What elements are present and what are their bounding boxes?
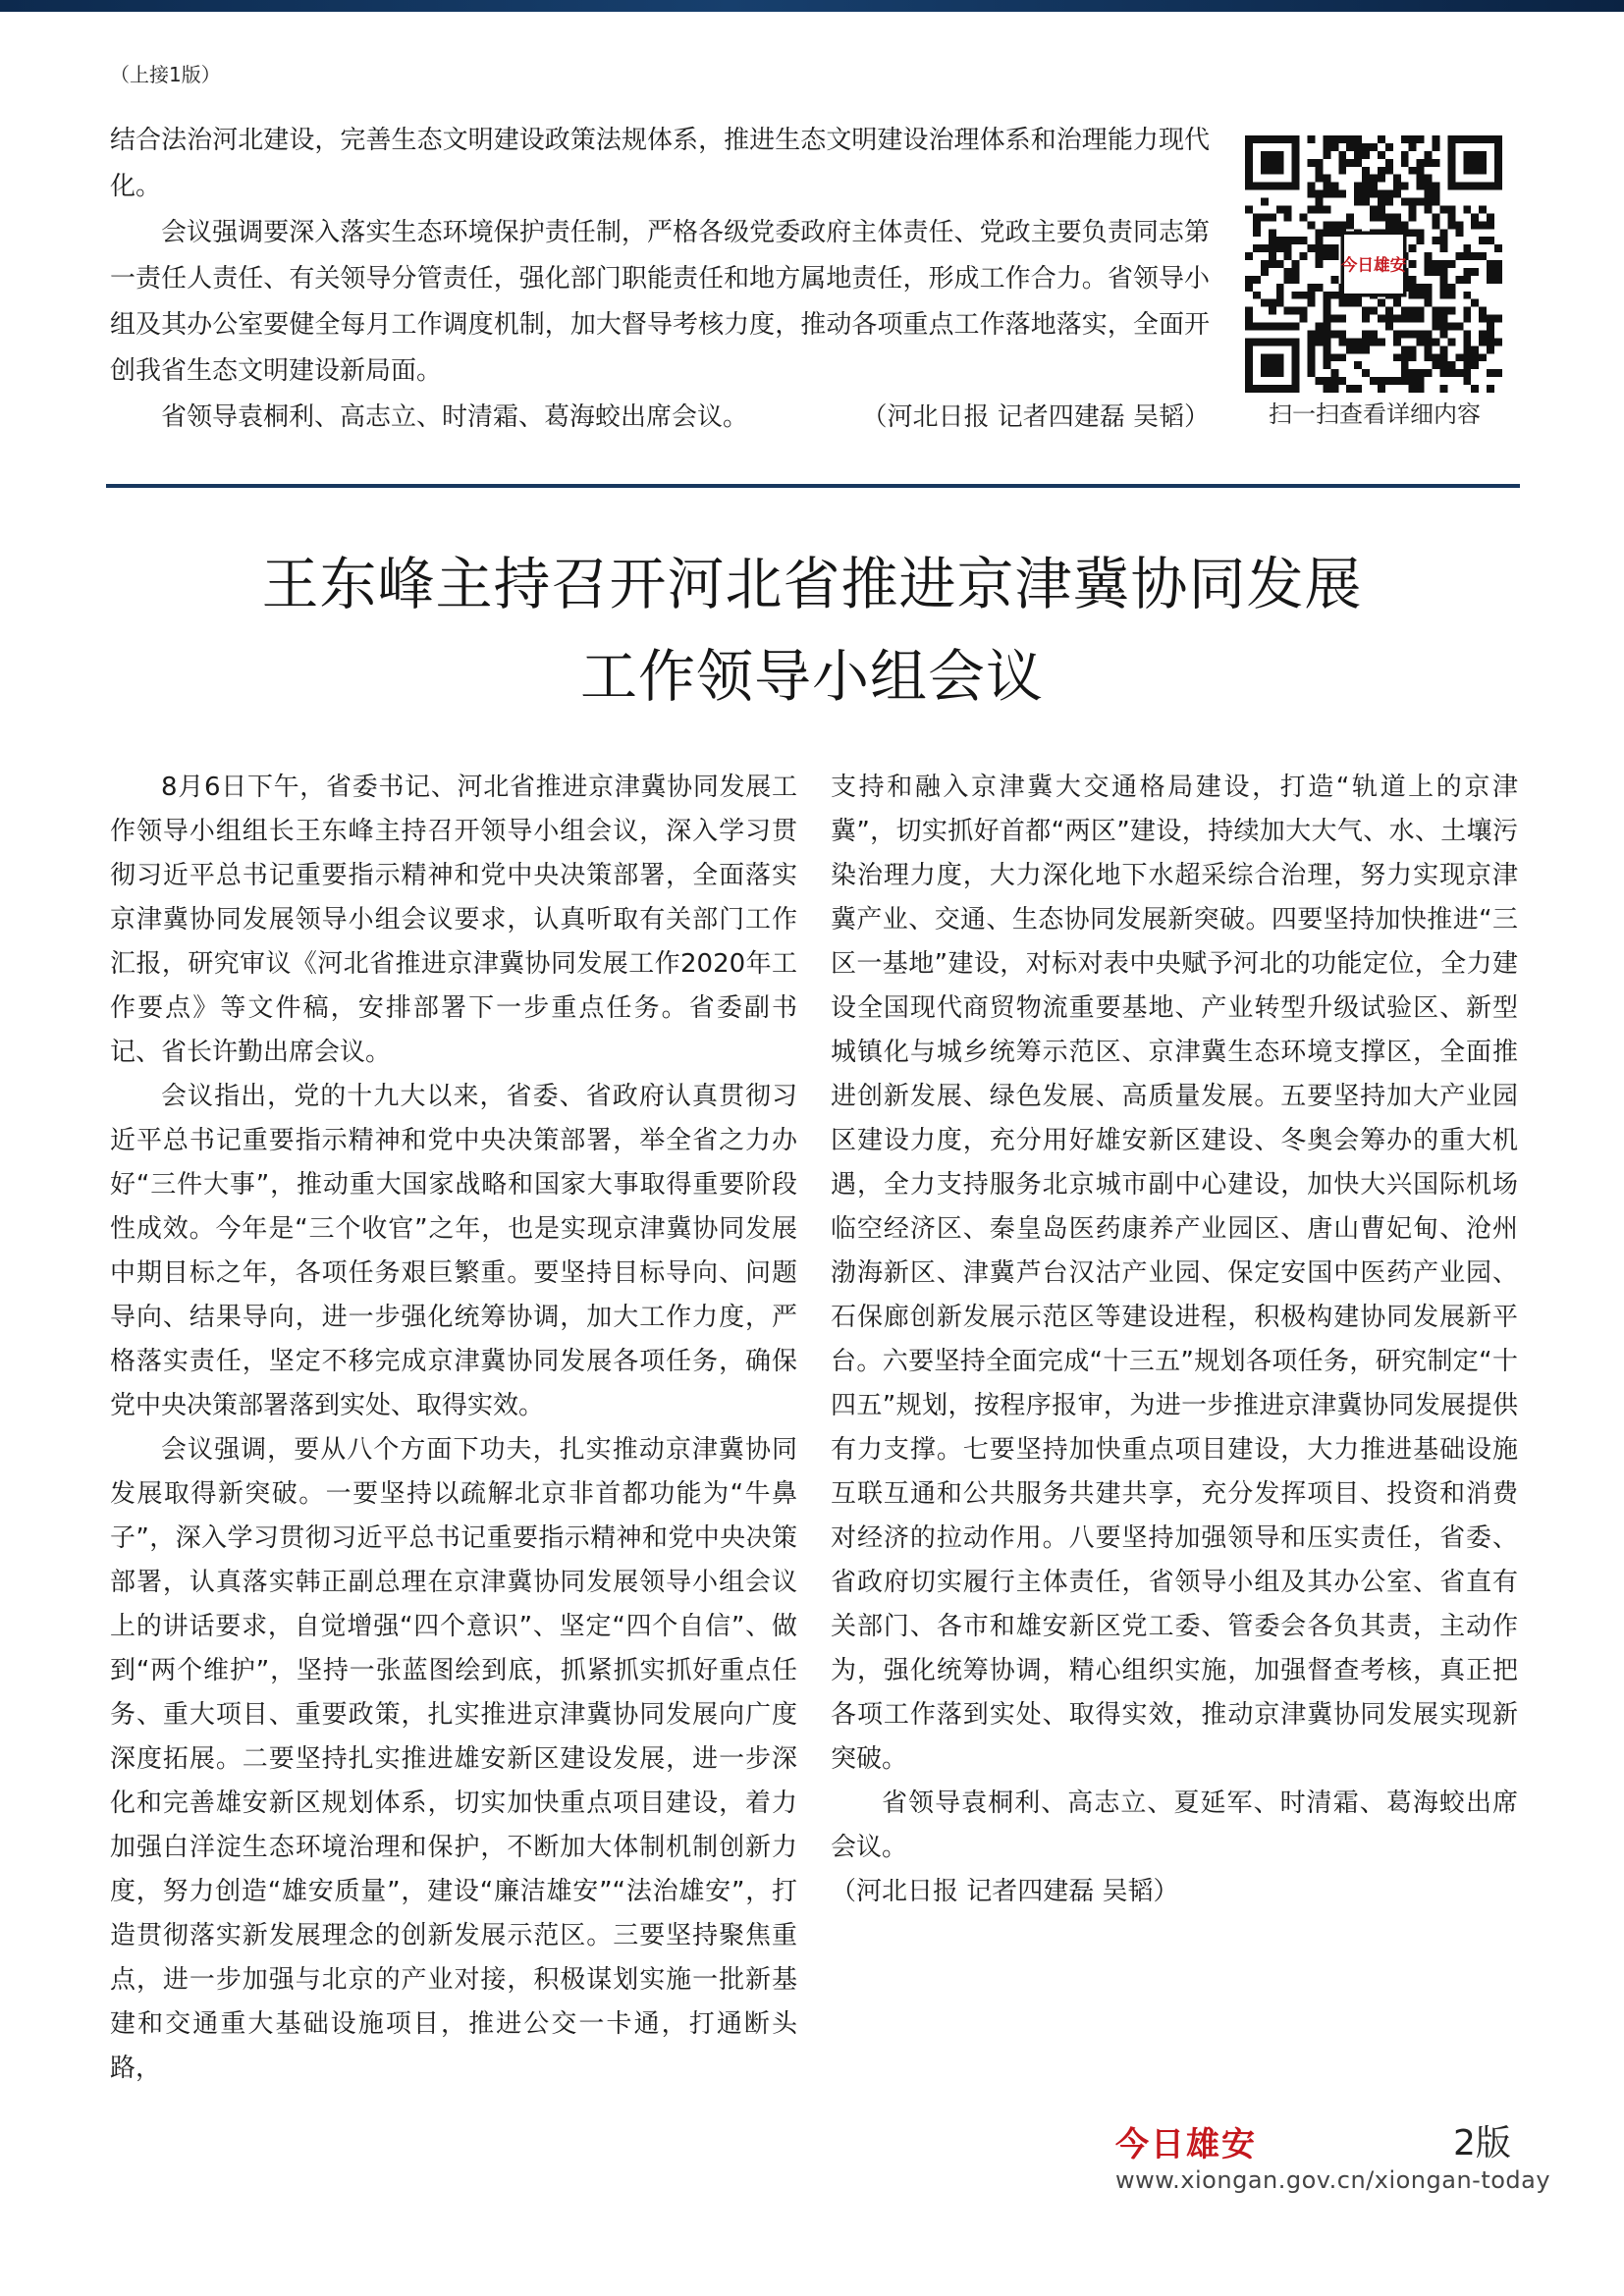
website-url[interactable]: www.xiongan.gov.cn/xiongan-today [1115,2166,1551,2194]
paragraph: 8月6日下午，省委书记、河北省推进京津冀协同发展工作领导小组组长王东峰主持召开领导小组会议，深入学习贯彻习近平总书记重要指示精神和党中央决策部署，全面落实京津冀协同发展领导小组会议要求，认真听取有关部门工作汇报，研究审议《河北省推进京津冀协同发展工作2020年工作要点》等文件稿，安排部署下一步重点任务。省委副书记、省长许勤出席会议。 [110,773,797,1067]
paragraph: 会议强调要深入落实生态环境保护责任制，严格各级党委政府主体责任、党政主要负责同志第一责任人责任、有关领导分管责任，强化部门职能责任和地方属地责任，形成工作合力。省领导小组及其办公室要健全每月工作调度机制，加大督导考核力度，推动各项重点工作落地落实，全面开创我省生态文明建设新局面。 [110,218,1210,386]
attendance-text: 省领导袁桐利、高志立、夏延军、时清霜、葛海蛟出席会议。 [831,1789,1518,1862]
headline-line-2: 工作领导小组会议 [579,643,1044,710]
paragraph: 结合法治河北建设，完善生态文明建设政策法规体系，推进生态文明建设治理体系和治理能力现代化。 [110,126,1210,201]
byline: （河北日报 记者四建磊 吴韬） [831,1877,1179,1906]
headline-line-1: 王东峰主持召开河北省推进京津冀协同发展 [261,551,1363,617]
attendance-text: 省领导袁桐利、高志立、时清霜、葛海蛟出席会议。 [161,402,749,432]
paragraph: 支持和融入京津冀大交通格局建设，打造“轨道上的京津冀”，切实抓好首都“两区”建设，持续加大大气、水、土壤污染治理力度，大力深化地下水超采综合治理，努力实现京津冀产业、交通、生态协同发展新突破。四要坚持加快推进“三区一基地”建设，对标对表中央赋予河北的功能定位，全力建设全国现代商贸物流重要基地、产业转型升级试验区、新型城镇化与城乡统筹示范区、京津冀生态环境支撑区，全面推进创新发展、绿色发展、高质量发展。五要坚持加大产业园区建设力度，充分用好雄安新区建设、冬奥会筹办的重大机遇，全力支持服务北京城市副中心建设，加快大兴国际机场临空经济区、秦皇岛医药康养产业园区、唐山曹妃甸、沧州渤海新区、津冀芦台汉沽产业园、保定安国中医药产业园、石保廊创新发展示范区等建设进程，积极构建协同发展新平台。六要坚持全面完成“十三五”规划各项任务，研究制定“十四五”规划，按程序报审，为进一步推进京津冀协同发展提供有力支撑。七要坚持加快重点项目建设，大力推进基础设施互联互通和公共服务共建共享，充分发挥项目、投资和消费对经济的拉动作用。八要坚持加强领导和压实责任，省委、省政府切实履行主体责任，省领导小组及其办公室、省直有关部门、各市和雄安新区党工委、管委会各负其责，主动作为，强化统筹协调，精心组织实施，加强督查考核，真正把各项工作落到实处、取得实效，推动京津冀协同发展实现新突破。 [831,773,1518,1774]
byline: （河北日报 记者四建磊 吴韬） [861,402,1210,432]
page-number: 2版 [1453,2123,1511,2163]
article-column-left [110,766,797,2091]
previous-article-continuation [110,118,1210,441]
section-divider [106,484,1520,488]
qr-caption: 扫一扫查看详细内容 [1269,400,1481,428]
paragraph: 会议强调，要从八个方面下功夫，扎实推动京津冀协同发展取得新突破。一要坚持以疏解北京非首都功能为“牛鼻子”，深入学习贯彻习近平总书记重要指示精神和党中央决策部署，认真落实韩正副总理在京津冀协同发展领导小组会议上的讲话要求，自觉增强“四个意识”、坚定“四个自信”、做到“两个维护”，坚持一张蓝图绘到底，抓紧抓实抓好重点任务、重大项目、重要政策，扎实推进京津冀协同发展向广度深度拓展。二要坚持扎实推进雄安新区建设发展，进一步深化和完善雄安新区规划体系，切实加快重点项目建设，着力加强白洋淀生态环境治理和保护，不断加大体制机制创新力度，努力创造“雄安质量”，建设“廉洁雄安”“法治雄安”，打造贯彻落实新发展理念的创新发展示范区。三要坚持聚焦重点，进一步加强与北京的产业对接，积极谋划实施一批新基建和交通重大基础设施项目，推进公交一卡通，打通断头路， [110,1435,797,2083]
top-banner-bar [0,0,1624,12]
article-column-right [831,766,1518,1914]
article-headline [98,538,1526,722]
continued-from-note: （上接1版） [110,63,221,86]
qr-code[interactable] [1245,135,1502,393]
qr-badge-logo: 今日雄安 [1340,254,1407,275]
attendance-line [110,395,1210,441]
paragraph: 会议指出，党的十九大以来，省委、省政府认真贯彻习近平总书记重要指示精神和党中央决策部署，举全省之力办好“三件大事”，推动重大国家战略和国家大事取得重要阶段性成效。今年是“三个收官”之年，也是实现京津冀协同发展中期目标之年，各项任务艰巨繁重。要坚持目标导向、问题导向、结果导向，进一步强化统筹协调，加大工作力度，严格落实责任，坚定不移完成京津冀协同发展各项任务，确保党中央决策部署落到实处、取得实效。 [110,1082,797,1420]
masthead-logo: 今日雄安 [1115,2125,1257,2164]
